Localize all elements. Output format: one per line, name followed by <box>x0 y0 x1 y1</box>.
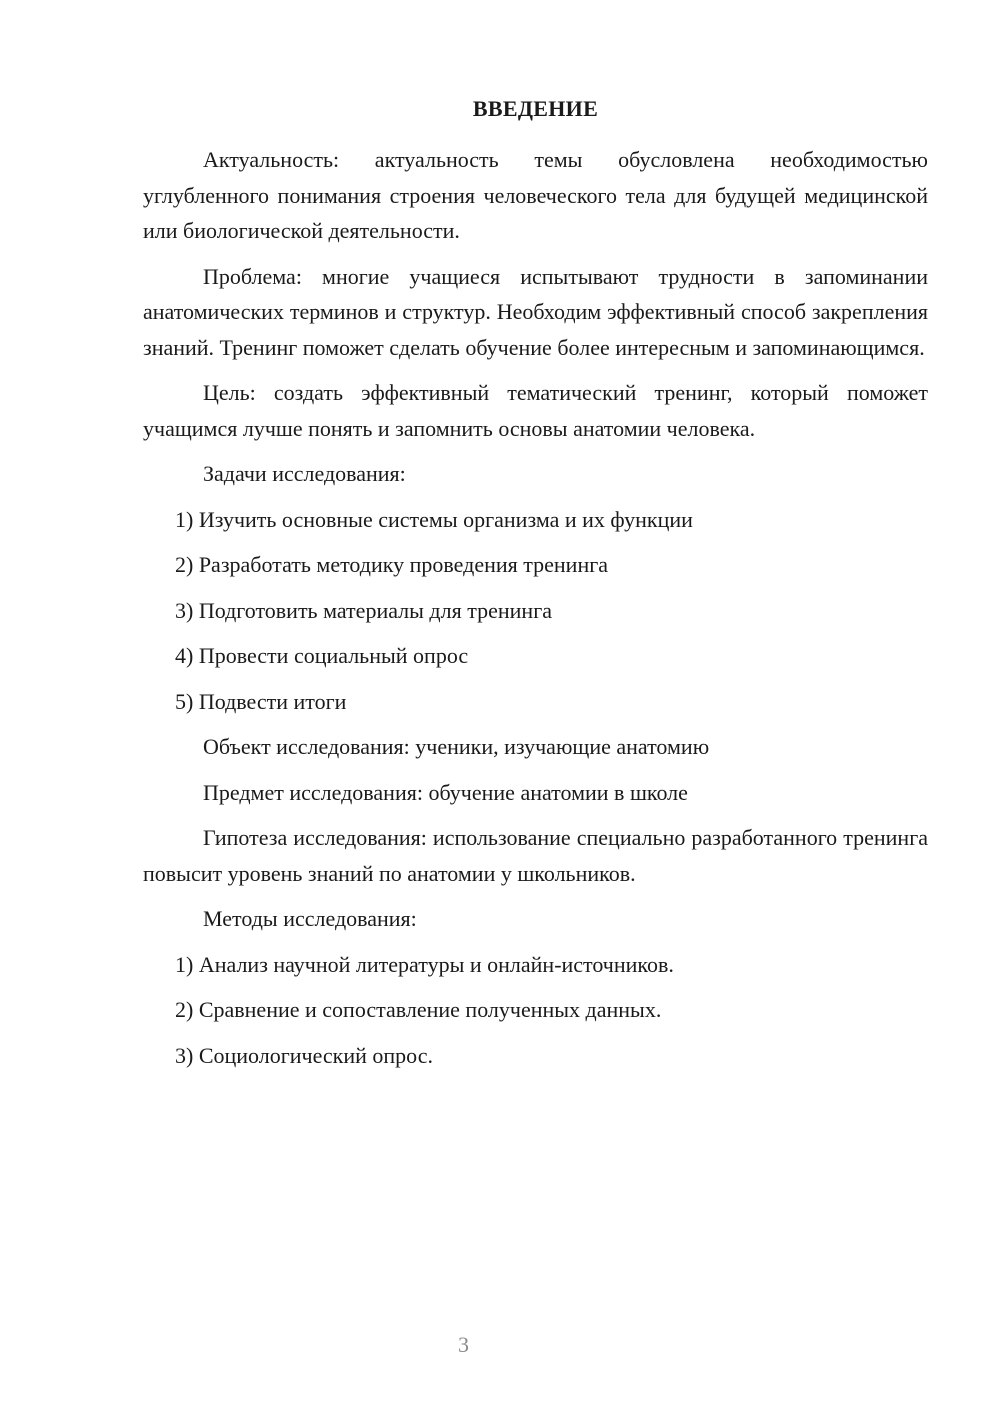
page-number: 3 <box>458 1332 469 1357</box>
page-number-footer <box>73 1332 1000 1358</box>
task-item: 3) Подготовить материалы для тренинга <box>175 597 552 623</box>
page-title: ВВЕДЕНИЕ <box>472 96 599 121</box>
methods-heading: Методы исследования: <box>203 906 417 931</box>
relevance-paragraph: Актуальность: актуальность темы обусловлена необходимостью углубленного понимания строения человеческого тела для будущей медицинской или биологической деятельности. <box>143 147 928 243</box>
method-item: 2) Сравнение и сопоставление полученных данных. <box>175 997 662 1022</box>
task-item: 2) Разработать методику проведения тренинга <box>175 552 609 577</box>
problem-paragraph: Проблема: многие учащиеся испытывают трудности в запоминании анатомических терминов и структур. Необходим эффективный способ закрепления знаний. Тренинг поможет сделать обучение более интересным и запоминающимся. <box>143 263 928 360</box>
hypothesis-paragraph: Гипотеза исследования: использование специально разработанного тренинга повысит уровень знаний по анатомии у школьников. <box>143 825 928 886</box>
page-content <box>143 96 928 1083</box>
task-item: 4) Провести социальный опрос <box>175 643 469 668</box>
method-item: 3) Социологический опрос. <box>175 1042 433 1068</box>
tasks-heading: Задачи исследования: <box>203 461 406 486</box>
research-subject: Предмет исследования: обучение анатомии в школе <box>203 779 688 805</box>
research-object: Объект исследования: ученики, изучающие анатомию <box>203 734 710 759</box>
goal-paragraph: Цель: создать эффективный тематический тренинг, который поможет учащимся лучше понять и запомнить основы анатомии человека. <box>143 380 928 441</box>
task-item: 1) Изучить основные системы организма и их функции <box>175 506 693 532</box>
method-item: 1) Анализ научной литературы и онлайн-источников. <box>175 951 674 977</box>
task-item: 5) Подвести итоги <box>175 688 347 714</box>
